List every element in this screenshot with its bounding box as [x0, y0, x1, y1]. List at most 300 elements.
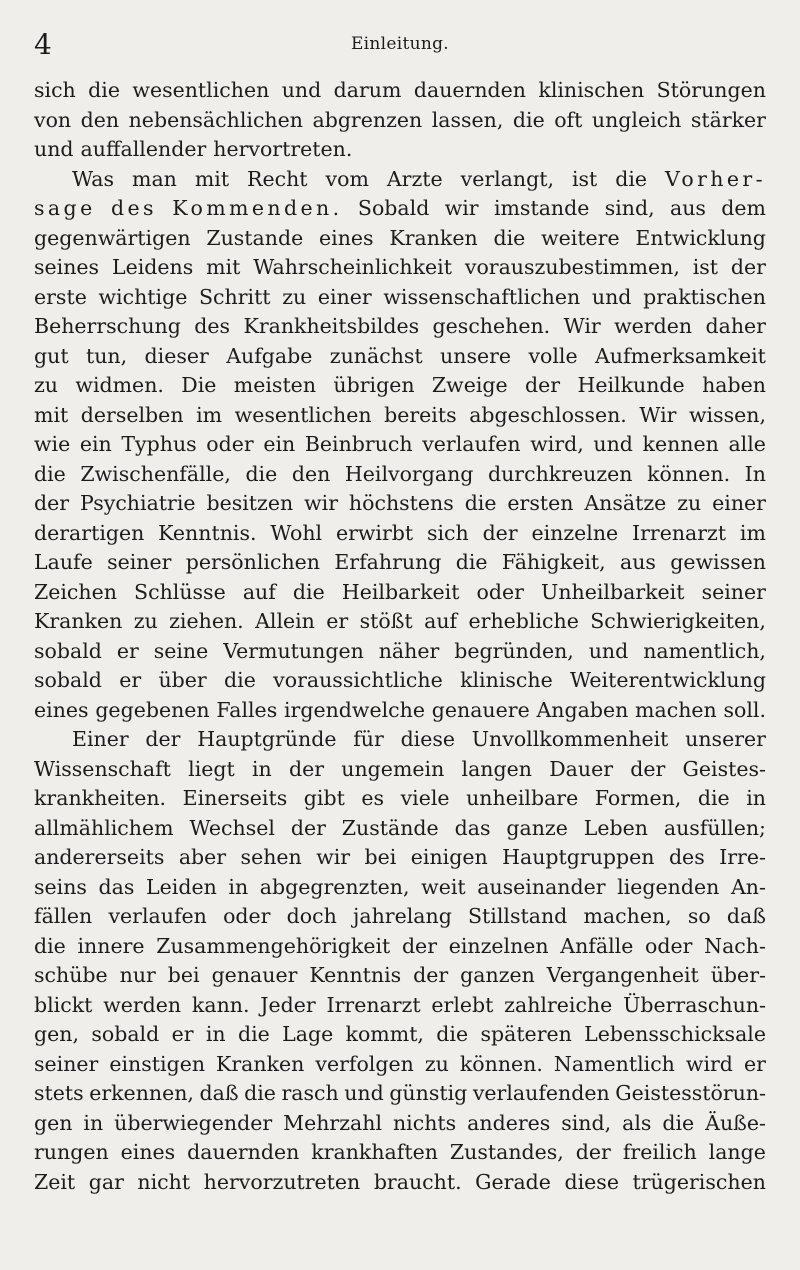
word: volle — [528, 343, 578, 368]
word: und — [588, 638, 629, 663]
word: der — [525, 373, 561, 397]
word: für — [353, 727, 384, 751]
running-head: Einleitung. — [350, 34, 450, 54]
word: Leiden — [146, 874, 217, 899]
text-line — [34, 578, 766, 608]
word: der — [401, 933, 437, 958]
word: die — [34, 461, 66, 486]
text-line — [34, 194, 766, 224]
text-line — [34, 283, 766, 313]
word: Unheilbarkeit — [541, 579, 685, 604]
word: wissenschaftlichen — [383, 284, 581, 309]
word: wir — [316, 845, 351, 869]
word: ganzen — [460, 963, 535, 987]
word: oder — [206, 432, 254, 456]
word: persönlichen — [185, 550, 320, 574]
word: wir — [444, 196, 479, 220]
text-line — [34, 76, 766, 106]
word: der — [630, 756, 666, 781]
word: können. — [459, 1051, 543, 1076]
word: zu — [424, 1051, 449, 1076]
word: in — [83, 1110, 104, 1135]
word: Anfälle — [560, 933, 634, 958]
word: derartigen — [34, 520, 145, 545]
word: Weiterentwicklung — [570, 668, 766, 692]
word: verlaufen — [422, 432, 521, 456]
text-line — [34, 873, 766, 903]
word: in — [746, 786, 766, 810]
word: Wir — [563, 314, 601, 338]
word: abgegrenzten, — [259, 874, 410, 899]
word: darum — [333, 78, 402, 102]
text-line — [34, 1020, 766, 1050]
word: der — [575, 1140, 611, 1164]
text-line — [34, 607, 766, 637]
word: Heilkunde — [577, 373, 685, 397]
word: näher — [378, 638, 440, 663]
text-line — [34, 637, 766, 667]
word: von — [34, 107, 72, 132]
word: Zusammengehörigkeit — [156, 933, 391, 958]
word: Ansätze — [584, 491, 667, 515]
word: nichts — [392, 1110, 457, 1135]
word: Zweige — [431, 373, 508, 397]
text-line — [34, 1050, 766, 1080]
word: kann. — [191, 992, 250, 1017]
word: Zustände — [341, 815, 439, 840]
word: voraussichtliche — [273, 668, 443, 692]
word: wie — [34, 432, 71, 456]
word: In — [744, 461, 766, 486]
word: man — [132, 166, 177, 191]
text-line — [34, 666, 766, 696]
word: Geistesstörun- — [615, 1081, 766, 1105]
text-line — [34, 135, 766, 165]
word: klinische — [460, 668, 553, 692]
word: freilich — [622, 1140, 697, 1164]
word: diese — [564, 1169, 619, 1194]
word: klinischen — [538, 78, 645, 102]
word: hervorzutreten — [203, 1169, 361, 1194]
word: Hauptgruppen — [502, 845, 655, 869]
word: Zeichen — [34, 579, 117, 604]
word: Krankheitsbildes — [243, 314, 420, 338]
word: Aufgabe — [226, 343, 313, 368]
word: des — [110, 196, 157, 220]
word: den — [291, 461, 331, 486]
word: seine — [153, 638, 209, 663]
word: Entwicklung — [635, 225, 766, 250]
word: seines — [34, 255, 100, 279]
word: Kranken — [34, 609, 123, 633]
word: der — [145, 727, 181, 751]
word: abgeschlossen. — [469, 402, 627, 427]
word: Kranken — [216, 1051, 305, 1076]
word: aber — [178, 845, 227, 869]
word: hervortreten. — [213, 137, 353, 161]
word: widmen. — [75, 373, 164, 397]
word: sobald — [34, 638, 102, 663]
word: sind, — [561, 1110, 612, 1135]
word: daß — [726, 904, 766, 928]
word: Nach- — [704, 933, 766, 958]
word: einer — [317, 284, 372, 309]
word: stärker — [690, 107, 766, 132]
word: lange — [708, 1140, 766, 1164]
word: und — [593, 432, 633, 456]
word: blickt — [34, 992, 93, 1017]
word: unsere — [440, 343, 512, 368]
word: die — [436, 1022, 469, 1046]
word: allmählichem — [34, 815, 174, 840]
word: kennen — [642, 432, 719, 456]
word: wir — [304, 491, 338, 515]
word: die — [245, 461, 278, 486]
word: werden — [614, 314, 693, 338]
text-line — [34, 519, 766, 549]
word: Psychiatrie — [79, 491, 196, 515]
word: dauernden — [187, 1140, 300, 1164]
word: sobald — [34, 668, 102, 692]
word: der — [290, 815, 326, 840]
word: viele — [400, 786, 450, 810]
word: derselben — [80, 402, 184, 427]
word: auf — [242, 579, 276, 604]
word: Typhus — [121, 432, 197, 456]
word: die — [464, 491, 497, 515]
word: einzelne — [531, 520, 619, 545]
word: günstig — [389, 1081, 468, 1105]
word: und — [34, 137, 74, 161]
word: Erfahrung — [334, 550, 442, 574]
word: Angaben — [536, 697, 629, 722]
word: weit — [421, 874, 466, 899]
word: kommt, — [345, 1022, 424, 1046]
word: Kranken — [389, 225, 478, 250]
text-line — [34, 312, 766, 342]
word: machen — [635, 697, 717, 722]
word: Irrenarzt — [632, 520, 727, 545]
word: die — [244, 1081, 276, 1105]
word: zu — [133, 609, 158, 633]
text-line — [34, 342, 766, 372]
word: zu — [677, 491, 702, 515]
word: als — [622, 1110, 652, 1135]
text-line — [34, 106, 766, 136]
word: rungen — [34, 1140, 109, 1164]
word: späteren — [480, 1022, 572, 1046]
word: Namentlich — [553, 1051, 675, 1076]
word: unheilbare — [466, 786, 579, 810]
word: ungemein — [341, 756, 445, 781]
word: Recht — [247, 166, 308, 191]
text-line — [34, 165, 766, 195]
word: gar — [88, 1169, 124, 1194]
word: weitere — [541, 225, 620, 250]
word: bei — [167, 963, 200, 987]
word: langen — [461, 756, 532, 781]
word: sich — [426, 520, 469, 545]
word: einstigen — [109, 1051, 206, 1076]
word: erkennen, — [89, 1081, 194, 1105]
word: Stillstand — [468, 904, 568, 928]
word: das — [98, 874, 135, 899]
word: Irre- — [719, 845, 766, 869]
word: trügerischen — [632, 1169, 766, 1194]
word: können. — [647, 461, 731, 486]
word: die — [34, 933, 66, 958]
word: Hauptgründe — [197, 727, 337, 751]
word: nebensächlichen — [128, 107, 303, 132]
word: zunächst — [329, 343, 423, 368]
word: seiner — [34, 1051, 99, 1076]
text-line — [34, 725, 766, 755]
text-line — [34, 1138, 766, 1168]
word: Kommenden. — [172, 196, 343, 220]
word: Arzte — [386, 166, 443, 191]
word: er — [326, 609, 349, 633]
word: daher — [705, 314, 766, 338]
word: Unvollkommenheit — [471, 727, 669, 751]
word: zu — [282, 284, 307, 309]
word: Zustande — [206, 225, 304, 250]
word: wichtige — [98, 284, 188, 309]
word: die — [615, 166, 648, 191]
text-line — [34, 696, 766, 726]
word: Was — [72, 166, 115, 191]
word: braucht. — [373, 1169, 462, 1194]
word: Beinbruch — [304, 432, 413, 456]
word: die — [224, 668, 256, 692]
word: Vermutungen — [223, 638, 364, 663]
word: irgendwelche — [283, 697, 425, 722]
word: des — [194, 314, 231, 338]
word: meisten — [233, 373, 317, 397]
word: Vorher- — [665, 166, 766, 191]
word: praktischen — [643, 284, 766, 309]
word: auffallender — [80, 137, 207, 161]
word: Falles — [216, 697, 278, 722]
text-line — [34, 430, 766, 460]
text-line — [34, 755, 766, 785]
word: über- — [710, 963, 766, 987]
word: Schlüsse — [134, 579, 226, 604]
word: seins — [34, 874, 87, 899]
word: Vergangenheit — [546, 963, 699, 987]
word: gen, — [34, 1022, 79, 1046]
word: gibt — [303, 786, 345, 810]
word: verlaufenden — [472, 1081, 610, 1105]
word: innere — [77, 933, 145, 958]
page-number: 4 — [34, 28, 52, 61]
word: Beherrschung — [34, 314, 181, 338]
word: die — [512, 107, 545, 132]
word: stets — [34, 1081, 84, 1105]
word: wird — [685, 1051, 733, 1076]
word: doch — [286, 904, 337, 928]
word: Sobald — [357, 196, 430, 220]
word: rasch — [281, 1081, 339, 1105]
word: gegenwärtigen — [34, 225, 191, 250]
word: genauere — [431, 697, 530, 722]
word: verfolgen — [315, 1051, 414, 1076]
word: Überraschun- — [623, 992, 766, 1017]
word: jahrelang — [353, 904, 452, 928]
word: ganze — [506, 815, 568, 840]
word: zahlreiche — [504, 992, 613, 1017]
word: Lebensschicksale — [584, 1022, 766, 1046]
word: die — [455, 550, 488, 574]
word: gut — [34, 343, 69, 368]
word: höchstens — [348, 491, 454, 515]
word: besitzen — [206, 491, 294, 515]
word: ist — [692, 255, 719, 279]
word: in — [228, 874, 249, 899]
word: erste — [34, 284, 87, 309]
word: sind, — [604, 196, 655, 220]
word: Leben — [583, 815, 648, 840]
word: dauernden — [413, 78, 526, 102]
word: sehen — [240, 845, 302, 869]
word: Zwischenfälle, — [80, 461, 231, 486]
word: verlangt, — [460, 166, 554, 191]
word: gegebenen — [95, 697, 210, 722]
word: krankhaften — [311, 1140, 438, 1164]
word: Jeder — [260, 992, 316, 1017]
word: bereits — [384, 402, 457, 427]
body-text — [34, 76, 766, 1197]
word: vom — [325, 166, 369, 191]
text-line — [34, 932, 766, 962]
word: die — [88, 78, 120, 102]
text-line — [34, 1168, 766, 1198]
word: übrigen — [333, 373, 415, 397]
word: ein — [79, 432, 112, 456]
word: eines — [34, 697, 89, 722]
word: andererseits — [34, 845, 165, 869]
text-line — [34, 961, 766, 991]
word: über — [158, 668, 207, 692]
word: Geistes- — [682, 756, 766, 781]
word: verlaufen — [108, 904, 207, 928]
word: haben — [702, 373, 766, 397]
word: er — [171, 1022, 194, 1046]
word: er — [743, 1051, 766, 1076]
word: des — [668, 845, 705, 869]
word: Einer — [72, 727, 129, 751]
word: An- — [730, 874, 766, 899]
word: in — [251, 756, 272, 781]
word: Laufe — [34, 550, 93, 574]
word: aus — [619, 550, 656, 574]
word: krankheiten. — [34, 786, 167, 810]
word: stößt — [359, 609, 413, 633]
word: Wohl — [270, 520, 323, 545]
word: Heilbarkeit — [341, 579, 460, 604]
word: unserer — [685, 727, 766, 751]
word: liegenden — [617, 874, 720, 899]
word: ein — [263, 432, 296, 456]
text-line — [34, 843, 766, 873]
word: Wahrscheinlichkeit — [253, 255, 452, 279]
text-line — [34, 548, 766, 578]
word: wesentlichen — [132, 78, 270, 102]
text-line — [34, 991, 766, 1021]
text-line — [34, 224, 766, 254]
word: dem — [721, 196, 766, 220]
word: die — [237, 1022, 270, 1046]
word: die — [697, 786, 730, 810]
word: gen — [34, 1110, 73, 1135]
word: Gerade — [475, 1169, 551, 1194]
word: ungleich — [591, 107, 682, 132]
word: Störungen — [656, 78, 766, 102]
word: mit — [34, 402, 69, 427]
word: erwirbt — [335, 520, 414, 545]
text-line — [34, 253, 766, 283]
word: die — [493, 225, 526, 250]
word: das — [454, 815, 491, 840]
word: der — [730, 255, 766, 279]
word: daß — [199, 1081, 239, 1105]
word: machen, — [583, 904, 672, 928]
text-line — [34, 489, 766, 519]
word: geschehen. — [432, 314, 551, 338]
word: sobald — [91, 1022, 160, 1046]
word: er — [116, 638, 139, 663]
word: erhebliche — [468, 609, 579, 633]
word: Wechsel — [189, 815, 275, 840]
word: namentlich, — [643, 638, 766, 663]
text-line — [34, 460, 766, 490]
word: Fähigkeit, — [501, 550, 606, 574]
word: seiner — [701, 579, 766, 604]
text-line — [34, 902, 766, 932]
word: Irrenarzt — [326, 992, 421, 1017]
word: nur — [119, 963, 156, 987]
word: wesentlichen — [234, 402, 372, 427]
word: genauer — [211, 963, 298, 987]
word: Aufmerksamkeit — [595, 343, 766, 368]
word: oder — [645, 933, 693, 958]
word: überwiegender — [114, 1110, 273, 1135]
word: alle — [728, 432, 766, 456]
word: Formen, — [594, 786, 682, 810]
word: Wissenschaft — [34, 756, 171, 781]
word: gewissen — [670, 550, 766, 574]
word: der — [482, 520, 518, 545]
word: diese — [400, 727, 456, 751]
word: so — [687, 904, 711, 928]
word: Mehrzahl — [283, 1110, 383, 1135]
word: und — [591, 284, 632, 309]
word: vorauszubestimmen, — [464, 255, 680, 279]
word: die — [662, 1110, 695, 1135]
word: einer — [712, 491, 766, 515]
word: oft — [554, 107, 583, 132]
word: mit — [206, 255, 241, 279]
text-line — [34, 814, 766, 844]
word: Heilvorgang — [344, 461, 474, 486]
word: dieser — [144, 343, 209, 368]
word: fällen — [34, 904, 93, 928]
word: soll. — [723, 697, 766, 722]
text-line — [34, 1109, 766, 1139]
word: im — [739, 520, 766, 545]
word: auf — [424, 609, 458, 633]
word: oder — [223, 904, 271, 928]
word: erlebt — [431, 992, 494, 1017]
